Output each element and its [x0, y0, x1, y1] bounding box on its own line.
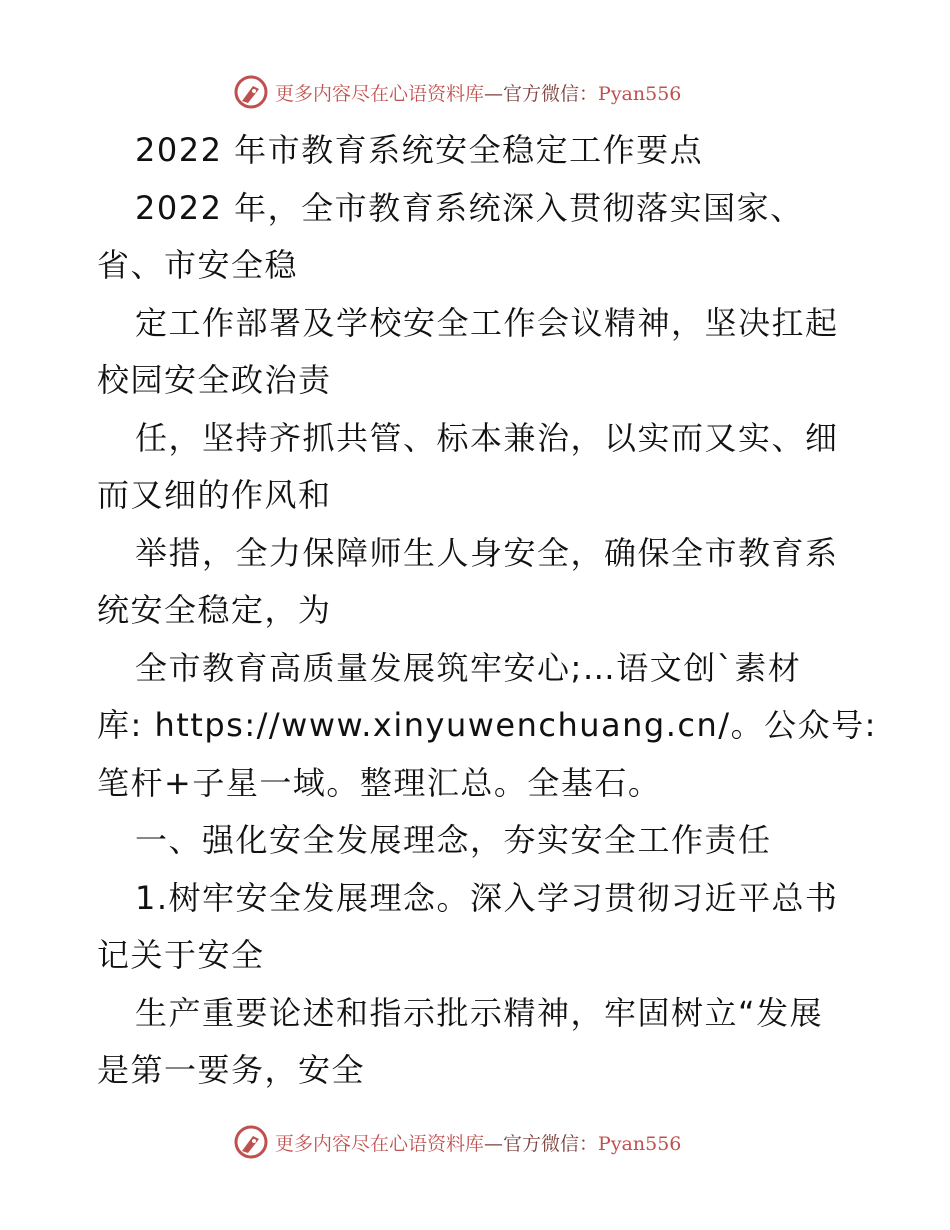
- paragraph-line: 省、市安全稳: [97, 246, 299, 284]
- document-title: 2022 年市教育系统安全稳定工作要点: [135, 131, 704, 169]
- pen-nib-logo-icon: [233, 1124, 269, 1160]
- paragraph-line: 校园安全政治责: [97, 361, 332, 399]
- banner-content: [233, 72, 681, 112]
- paragraph-line: 是第一要务，安全: [97, 1051, 366, 1089]
- banner-dash: —: [484, 1132, 504, 1155]
- footer-banner: [0, 1122, 950, 1162]
- paragraph-line: 任，坚持齐抓共管、标本兼治，以实而又实、细: [135, 418, 839, 457]
- banner-main-text: 更多内容尽在心语资料库: [275, 1132, 485, 1155]
- banner-text: [275, 1129, 681, 1156]
- paragraph-line: 库: https://www.xinyuwenchuang.cn/。公众号:: [97, 706, 877, 744]
- banner-wechat-id: Pyan556: [598, 82, 682, 105]
- banner-main-text: 更多内容尽在心语资料库: [275, 82, 485, 105]
- section-heading: 一、强化安全发展理念，夯实安全工作责任: [135, 821, 772, 859]
- paragraph-line: 全市教育高质量发展筑牢安心;…语文创`素材: [135, 648, 802, 687]
- paragraph-line: 举措，全力保障师生人身安全，确保全市教育系: [135, 533, 839, 572]
- banner-wechat-label: 官方微信：: [503, 1132, 599, 1155]
- pen-nib-logo-icon: [233, 74, 269, 110]
- header-banner: [0, 72, 950, 112]
- paragraph-line: 而又细的作风和: [97, 476, 332, 514]
- paragraph-line: 定工作部署及学校安全工作会议精神，坚决扛起: [135, 303, 839, 342]
- paragraph-line: 笔杆+子星一域。整理汇总。全基石。: [97, 763, 662, 802]
- paragraph-line: 记关于安全: [97, 936, 265, 974]
- paragraph-line: 2022 年，全市教育系统深入贯彻落实国家、: [135, 188, 804, 227]
- banner-content: [233, 1122, 681, 1162]
- document-body: [97, 122, 877, 1100]
- banner-wechat-id: Pyan556: [598, 1132, 682, 1155]
- banner-text: [275, 79, 681, 106]
- paragraph-line: 1.树牢安全发展理念。深入学习贯彻习近平总书: [135, 878, 839, 917]
- banner-dash: —: [484, 82, 504, 105]
- paragraph-line: 统安全稳定，为: [97, 591, 332, 629]
- banner-wechat-label: 官方微信：: [503, 82, 599, 105]
- paragraph-line: 生产重要论述和指示批示精神，牢固树立“发展: [135, 993, 824, 1032]
